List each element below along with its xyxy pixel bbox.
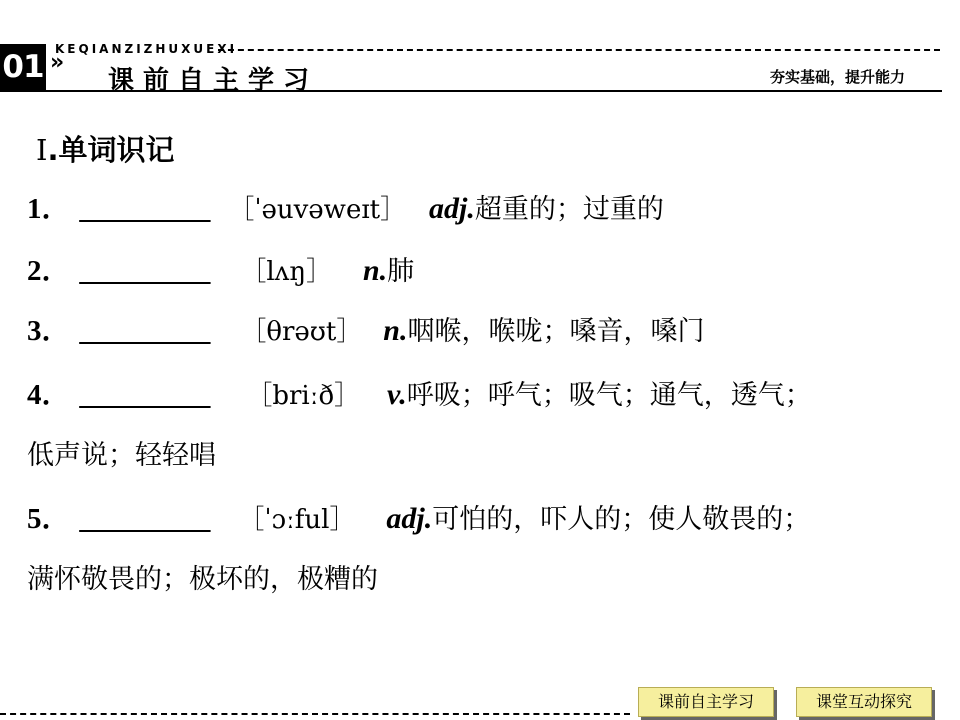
vocab-item: [27, 314, 704, 349]
item-number: 4: [27, 379, 42, 411]
answer-blank: __________: [79, 316, 210, 347]
item-number: 3: [27, 315, 42, 347]
item-number-dot: ．: [41, 379, 71, 411]
vocab-item: [27, 192, 664, 227]
phonetic: ［lʌŋ］: [240, 257, 333, 287]
page-title: 课前自主学习: [108, 66, 319, 96]
phonetic: ［ˈəuvəweɪt］: [228, 195, 407, 225]
definition-continuation: 满怀敬畏的；极坏的，极糟的: [27, 564, 378, 595]
footer-dashed-divider: [0, 713, 630, 715]
section-heading: [36, 128, 175, 169]
vocab-item-continuation: [27, 438, 216, 473]
vocab-item-continuation: [27, 562, 378, 597]
part-of-speech: n.: [383, 314, 408, 347]
vocab-item: [27, 378, 812, 413]
nav-button-pre-class-study[interactable]: 课前自主学习: [638, 687, 774, 717]
section-number-badge: 01: [0, 44, 46, 90]
header-rule: [0, 90, 942, 92]
header-pinyin: KEQIANZIZHUXUEXI: [55, 42, 238, 56]
item-number: 1: [27, 193, 42, 225]
part-of-speech: adj.: [429, 192, 475, 225]
answer-blank: __________: [79, 194, 210, 225]
header-slogan: 夯实基础，提升能力: [769, 68, 905, 86]
item-number-dot: ．: [41, 315, 71, 347]
item-number-dot: ．: [41, 503, 71, 535]
part-of-speech: n.: [362, 254, 388, 287]
definition-continuation: 低声说；轻轻唱: [27, 440, 216, 471]
definition: 呼吸；呼气；吸气；通气，透气；: [406, 380, 812, 411]
answer-blank: __________: [79, 256, 210, 287]
answer-blank: __________: [79, 380, 210, 411]
item-number: 5: [27, 503, 42, 535]
part-of-speech: v.: [387, 378, 407, 411]
answer-blank: __________: [79, 504, 210, 535]
item-number-dot: ．: [41, 255, 71, 287]
header-dashed-divider: [218, 49, 940, 51]
item-number: 2: [27, 255, 42, 287]
phonetic: ［ˈɔːful］: [238, 505, 356, 535]
vocab-item: [27, 254, 414, 289]
double-chevron-icon: »: [50, 50, 65, 75]
section-heading-text: .单词识记: [47, 133, 175, 167]
section-roman-numeral: Ⅰ: [36, 133, 48, 167]
item-number-dot: ．: [41, 193, 71, 225]
definition: 肺: [387, 256, 415, 287]
phonetic: ［θrəʊt］: [240, 317, 363, 347]
vocab-item: [27, 502, 810, 537]
part-of-speech: adj.: [386, 502, 433, 535]
nav-button-in-class-exploration[interactable]: 课堂互动探究: [796, 687, 932, 717]
definition: 可怕的，吓人的；使人敬畏的；: [432, 504, 811, 535]
phonetic: ［briːð］: [246, 381, 361, 411]
definition: 超重的；过重的: [474, 194, 664, 225]
definition: 咽喉，喉咙；嗓音，嗓门: [407, 316, 705, 347]
